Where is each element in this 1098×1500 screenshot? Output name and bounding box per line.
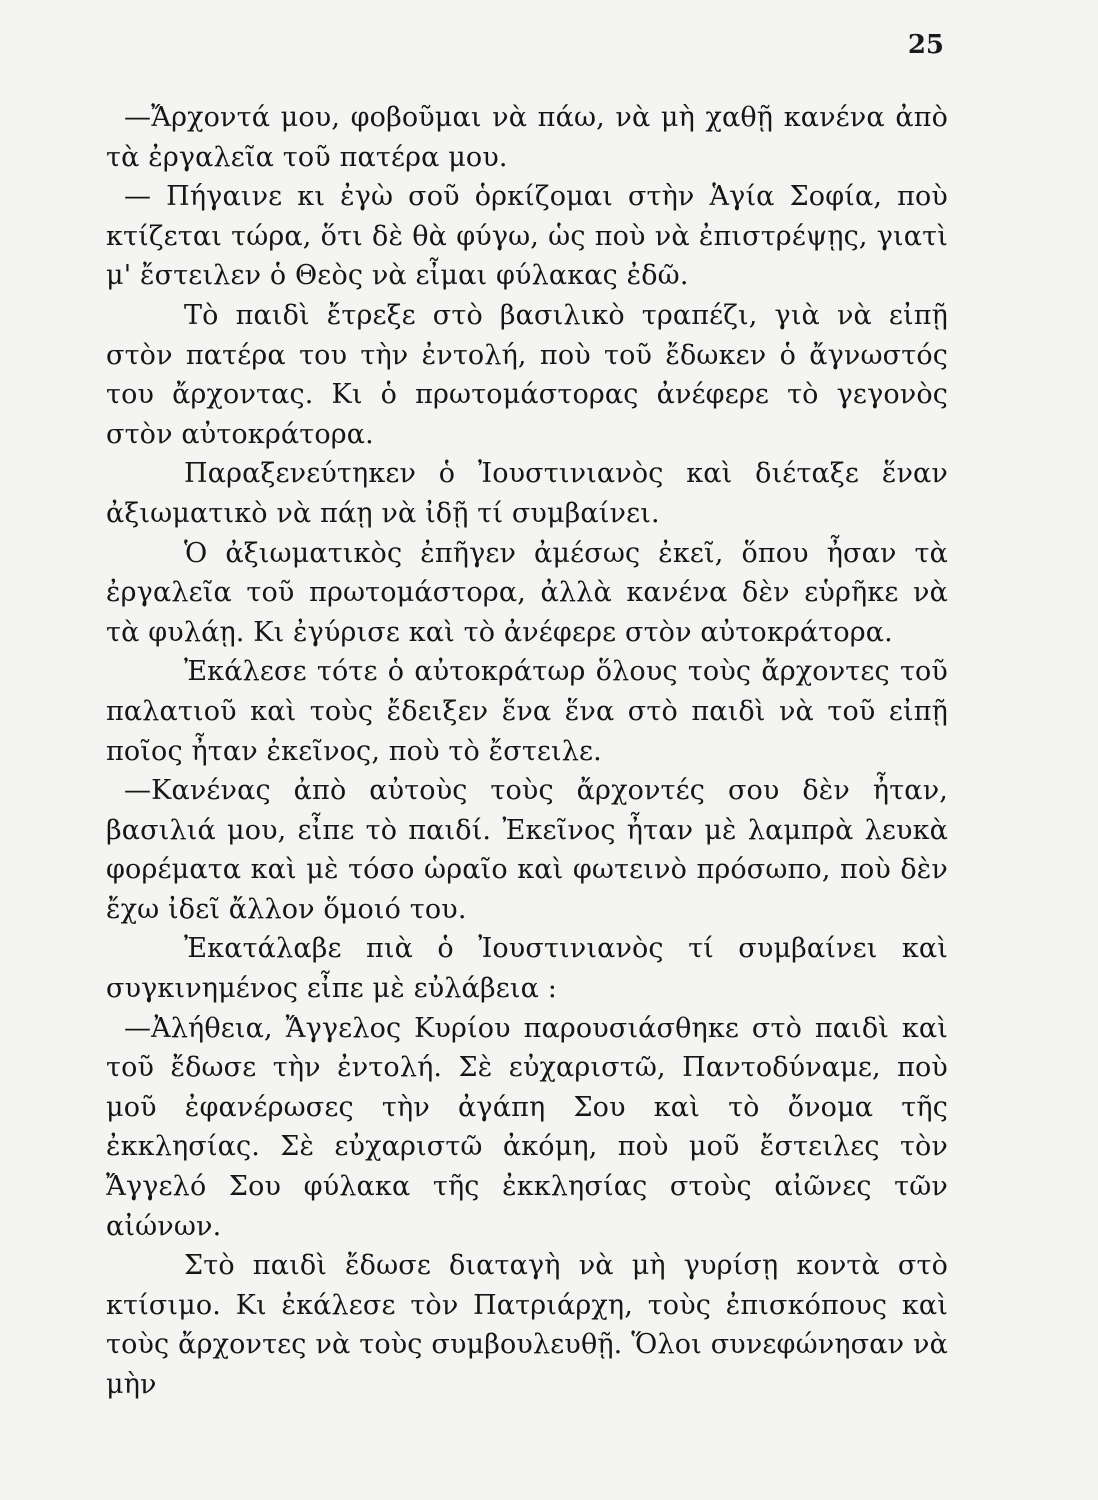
paragraph: Ἐκατάλαβε πιὰ ὁ Ἰουστινιανὸς τί συμβαίνει καὶ συγκινημένος εἶπε μὲ εὐλάβεια :	[106, 933, 948, 1005]
paragraph: Στὸ παιδὶ ἔδωσε διαταγὴ νὰ μὴ γυρίσῃ κοντὰ στὸ κτίσιμο. Κι ἐκάλεσε τὸν Πατριάρχη, τοὺς ἐπισκόπους καὶ τοὺς ἄρχοντες νὰ τοὺς συμβουλευθῇ. Ὅλοι συνεφώνησαν νὰ μὴν	[106, 1250, 948, 1400]
paragraph: — Πήγαινε κι ἐγὼ σοῦ ὁρκίζομαι στὴν Ἁγία Σοφία, ποὺ κτίζεται τώρα, ὅτι δὲ θὰ φύγω, ὡς ποὺ νὰ ἐπιστρέψῃς, γιατὶ μ' ἔστειλεν ὁ Θεὸς νὰ εἶμαι φύλακας ἐδῶ.	[106, 181, 948, 292]
body-text	[106, 98, 948, 1405]
paragraph: Παραξενεύτηκεν ὁ Ἰουστινιανὸς καὶ διέταξε ἕναν ἀξιωματικὸ νὰ πάῃ νὰ ἰδῇ τί συμβαίνει.	[106, 458, 948, 529]
paragraph: —Κανένας ἀπὸ αὐτοὺς τοὺς ἄρχοντές σου δὲν ἦταν, βασιλιά μου, εἶπε τὸ παιδί. Ἐκεῖνος ἦταν μὲ λαμπρὰ λευκὰ φορέματα καὶ μὲ τόσο ὡραῖο καὶ φωτεινὸ πρόσωπο, ποὺ δὲν ἔχω ἰδεῖ ἄλλον ὅμοιό του.	[106, 775, 948, 925]
page-number: 25	[907, 30, 944, 60]
paragraph: Ὁ ἀξιωματικὸς ἐπῆγεν ἀμέσως ἐκεῖ, ὅπου ἦσαν τὰ ἐργαλεῖα τοῦ πρωτομάστορα, ἀλλὰ κανένα δὲν εὑρῆκε νὰ τὰ φυλάῃ. Κι ἐγύρισε καὶ τὸ ἀνέφερε στὸν αὐτοκράτορα.	[106, 537, 948, 648]
paragraph: Ἐκάλεσε τότε ὁ αὐτοκράτωρ ὅλους τοὺς ἄρχοντες τοῦ παλατιοῦ καὶ τοὺς ἔδειξεν ἕνα ἕνα στὸ παιδὶ νὰ τοῦ εἰπῇ ποῖος ἦταν ἐκεῖνος, ποὺ τὸ ἔστειλε.	[106, 656, 948, 767]
paragraph: Τὸ παιδὶ ἔτρεξε στὸ βασιλικὸ τραπέζι, γιὰ νὰ εἰπῇ στὸν πατέρα του τὴν ἐντολή, ποὺ τοῦ ἔδωκεν ὁ ἄγνωστός του ἄρχοντας. Κι ὁ πρωτομάστορας ἀνέφερε τὸ γεγονὸς στὸν αὐτοκράτορα.	[106, 299, 948, 450]
paragraph: —Ἄρχοντά μου, φοβοῦμαι νὰ πάω, νὰ μὴ χαθῇ κανένα ἀπὸ τὰ ἐργαλεῖα τοῦ πατέρα μου.	[106, 102, 948, 173]
paragraph: —Ἀλήθεια, Ἄγγελος Κυρίου παρουσιάσθηκε στὸ παιδὶ καὶ τοῦ ἔδωσε τὴν ἐντολή. Σὲ εὐχαριστῶ, Παντοδύναμε, ποὺ μοῦ ἐφανέρωσες τὴν ἀγάπη Σου καὶ τὸ ὄνομα τῆς ἐκκλησίας. Σὲ εὐχαριστῶ ἀκόμη, ποὺ μοῦ ἔστειλες τὸν Ἄγγελό Σου φύλακα τῆς ἐκκλησίας στοὺς αἰῶνες τῶν αἰώνων.	[106, 1012, 948, 1242]
